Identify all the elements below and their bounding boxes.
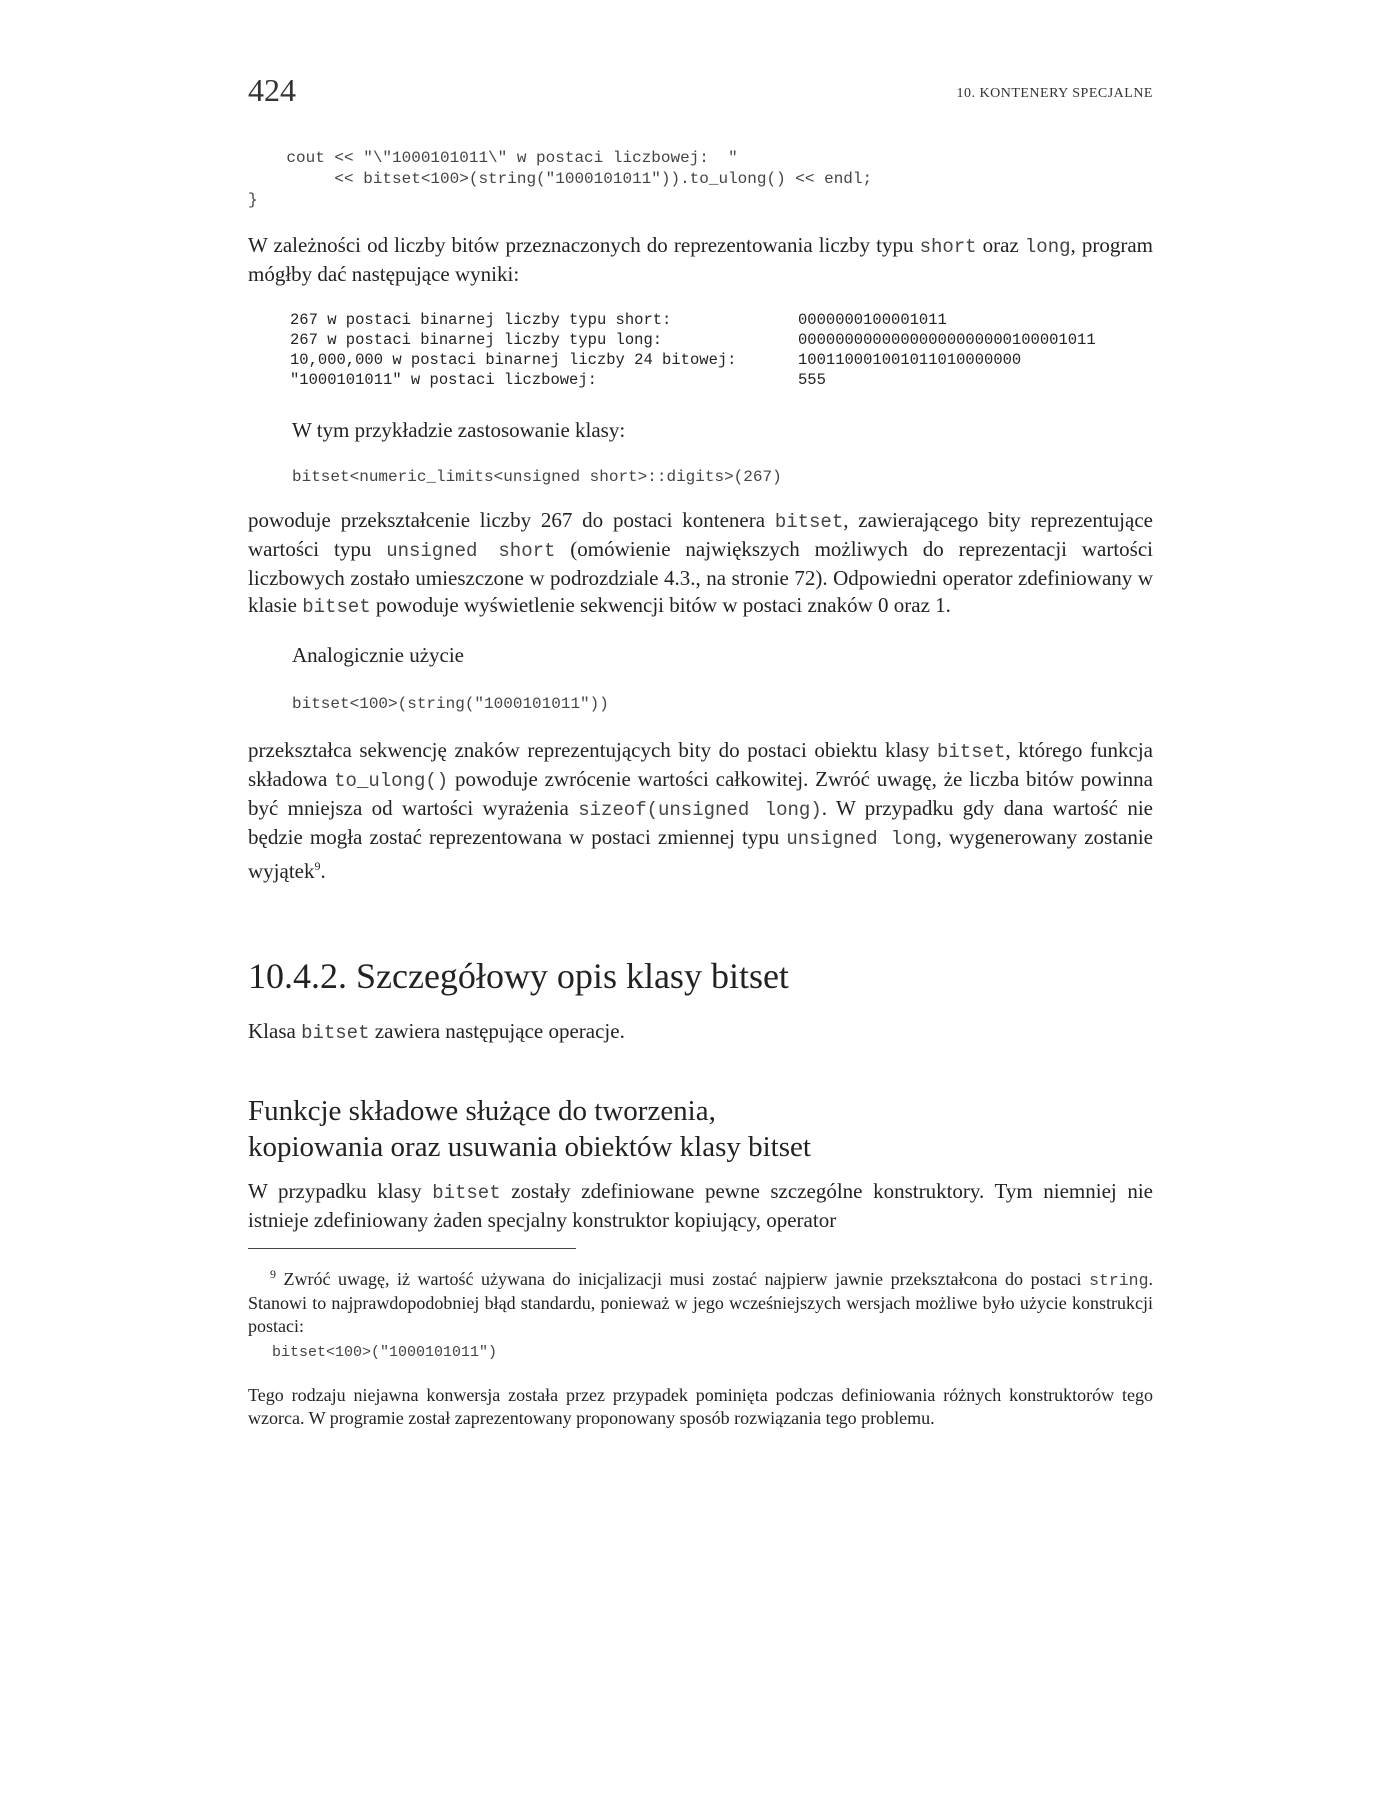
output-row: 267 w postaci binarnej liczby typu short: 0000000100001011 <box>290 311 947 329</box>
paragraph-results-intro: W zależności od liczby bitów przeznaczonych do reprezentowania liczby typu short oraz long, program mógłby dać następujące wyniki: <box>248 233 1153 286</box>
running-head: 10. KONTENERY SPECJALNE <box>956 86 1153 101</box>
paragraph-conversion: powoduje przekształcenie liczby 267 do postaci kontenera bitset, zawierającego bity reprezentujące wartości typu unsigned short (omówienie największych możliwych do reprezentacji wartości liczbowych zostało umieszczone w podrozdziale 4.3., na stronie 72). Odpowiedni operator zdefiniowany w klasie bitset powoduje wyświetlenie sekwencji bitów w postaci znaków 0 oraz 1. <box>248 508 1153 618</box>
paragraph-to-ulong: przekształca sekwencję znaków reprezentujących bity do postaci obiektu klasy bitset, którego funkcja składowa to_ulong() powoduje zwrócenie wartości całkowitej. Zwróć uwagę, że liczba bitów powinna być mniejsza od wartości wyrażenia sizeof(unsigned long). W przypadku gdy dana wartość nie będzie mogła zostać reprezentowana w postaci zmiennej typu unsigned long, wygenerowany zostanie wyjątek$^9$. <box>248 738 1153 883</box>
output-row: 267 w postaci binarnej liczby typu long: 00000000000000000000000100001011 <box>290 331 1096 349</box>
paragraph-analogous: Analogicznie użycie <box>292 643 464 667</box>
page-header <box>248 72 1153 112</box>
section-heading: 10.4.2. Szczegółowy opis klasy bitset <box>248 956 789 996</box>
footnote-divider <box>248 1248 576 1249</box>
output-row: 10,000,000 w postaci binarnej liczby 24 bitowej: 100110001001011010000000 <box>290 351 1022 369</box>
program-output <box>290 310 1096 390</box>
paragraph-example: W tym przykładzie zastosowanie klasy: <box>292 418 626 442</box>
code-snippet-numeric-limits: bitset<numeric_limits<unsigned short>::digits>(267) <box>292 468 782 486</box>
code-block-top: cout << "\"1000101011\" w postaci liczbowej: " << bitset<100>(string("1000101011")).to_ulong() << endl; } <box>248 149 873 209</box>
paragraph-constructors: W przypadku klasy bitset zostały zdefiniowane pewne szczególne konstruktory. Tym niemniej nie istnieje zdefiniowany żaden specjalny konstruktor kopiujący, operator <box>248 1179 1154 1232</box>
footnote-code: bitset<100>("1000101011") <box>272 1344 498 1361</box>
code-snippet-string: bitset<100>(string("1000101011")) <box>292 695 609 713</box>
footnote-text-continued: Tego rodzaju niejawna konwersja została przez przypadek pominięta podczas definiowania różnych konstruktorów tego wzorca. W programie został zaprezentowany proponowany sposób rozwiązania tego problemu. <box>248 1385 1153 1428</box>
paragraph-operations: Klasa bitset zawiera następujące operacje. <box>248 1019 625 1044</box>
footnote-ref: 9 <box>314 859 321 873</box>
output-row: "1000101011" w postaci liczbowej: 555 <box>290 371 826 389</box>
footnote-text: $^9$ Zwróć uwagę, iż wartość używana do inicjalizacji musi zostać najpierw jawnie przekształcona do postaci string. Stanowi to najprawdopodobniej błąd standardu, ponieważ w jego wcześniejszych wersjach możliwe było użycie konstrukcji postaci: <box>248 1267 1153 1336</box>
subsection-heading: Funkcje składowe służące do tworzenia, kopiowania oraz usuwania obiektów klasy bitset <box>248 1095 811 1163</box>
page-number: 424 <box>248 72 296 108</box>
